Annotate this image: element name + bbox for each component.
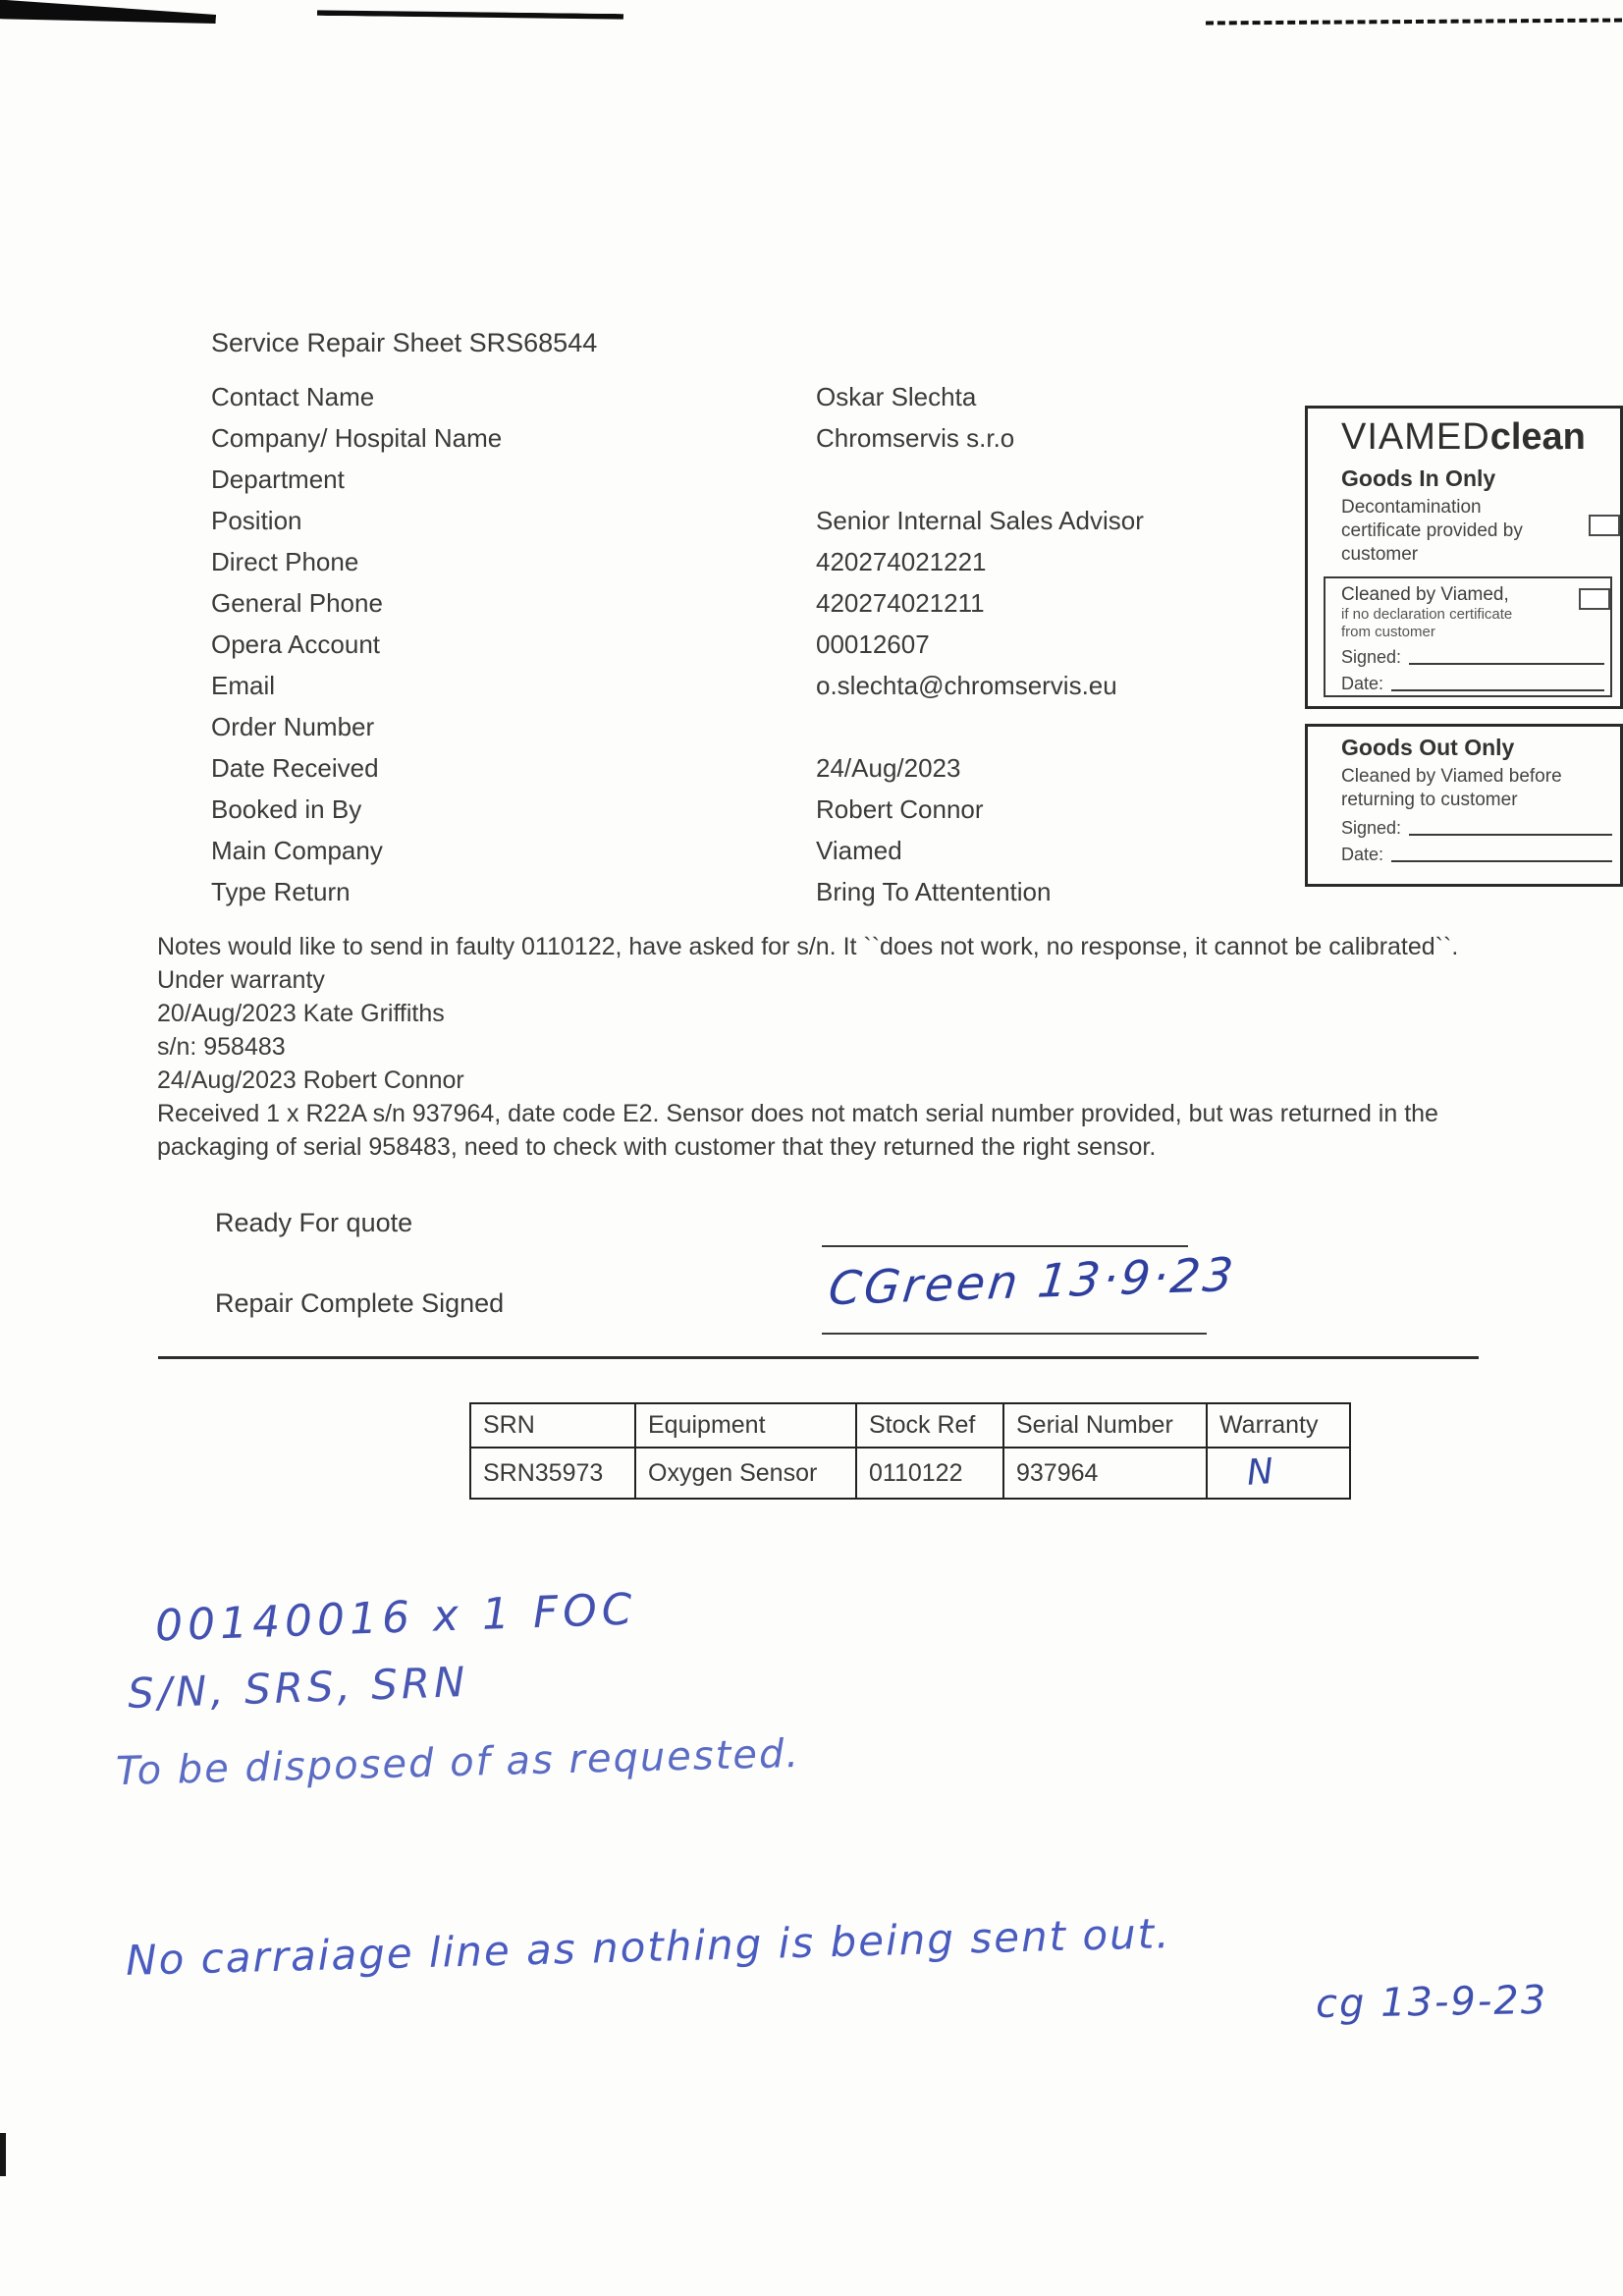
header-warranty: Warranty [1207, 1403, 1350, 1448]
cleaned-by-viamed-checkbox [1579, 588, 1610, 610]
signed-label: Signed: [1341, 646, 1402, 667]
handwritten-initials-date: cg 13-9-23 [1315, 1977, 1548, 2028]
handwritten-signature: CGreen 13·9·23 [826, 1247, 1239, 1317]
goods-out-date-row [1341, 845, 1612, 865]
field-position [211, 500, 1291, 541]
field-value: 420274021211 [816, 587, 985, 618]
field-label: Contact Name [211, 381, 375, 411]
cell-equipment: Oxygen Sensor [635, 1448, 856, 1499]
field-department [211, 459, 1291, 500]
field-label: Direct Phone [211, 546, 359, 576]
clean-brand-text: clean [1489, 416, 1586, 458]
signed-label: Signed: [1341, 818, 1402, 838]
table-row [470, 1448, 1350, 1499]
date-blank-line [1391, 689, 1604, 691]
field-label: Opera Account [211, 629, 380, 659]
field-opera-account [211, 624, 1291, 665]
notes-line: s/n: 958483 [157, 1033, 286, 1061]
header-equipment: Equipment [635, 1403, 856, 1448]
field-value: 24/Aug/2023 [816, 752, 961, 783]
field-value: 00012607 [816, 629, 930, 659]
field-label: Position [211, 505, 302, 535]
srn-table [469, 1402, 1351, 1500]
cell-warranty [1207, 1448, 1350, 1499]
field-booked-in-by [211, 789, 1291, 830]
notes-line: 20/Aug/2023 Kate Griffiths [157, 1000, 445, 1027]
handwritten-warranty-n: N [1245, 1450, 1275, 1494]
field-label: Type Return [211, 876, 351, 906]
viamed-clean-goods-in-box [1305, 406, 1623, 709]
handwritten-disposal-note: To be disposed of as requested. [115, 1730, 801, 1795]
notes-line: Notes would like to send in faulty 0110122, have asked for s/n. It ``does not work, no response, it cannot be calibrated``. [157, 933, 1459, 960]
notes-line: 24/Aug/2023 Robert Connor [157, 1066, 464, 1094]
field-value: o.slechta@chromservis.eu [816, 670, 1117, 700]
field-value: Viamed [816, 835, 902, 865]
handwritten-stock-foc-note: 00140016 x 1 FOC [154, 1584, 638, 1652]
header-serial-number: Serial Number [1003, 1403, 1207, 1448]
field-label: Booked in By [211, 793, 362, 824]
ready-for-quote-label: Ready For quote [215, 1208, 413, 1237]
signed-blank-line [1409, 834, 1612, 836]
date-label: Date: [1341, 673, 1384, 693]
header-stock-ref: Stock Ref [856, 1403, 1003, 1448]
scan-artifact-bottom-left [0, 2133, 6, 2176]
signature-line [822, 1333, 1207, 1335]
scan-artifact-top-line [317, 10, 623, 20]
field-value: Bring To Attentention [816, 876, 1052, 906]
ready-for-quote-blank-line [822, 1245, 1188, 1247]
field-type-return [211, 871, 1291, 912]
goods-out-only-title: Goods Out Only [1341, 735, 1515, 760]
goods-in-date-row [1341, 674, 1604, 694]
field-label: Email [211, 670, 276, 700]
scan-artifact-top-left [0, 0, 216, 28]
viamed-brand-text: VIAMED [1341, 416, 1490, 458]
cell-stock-ref: 0110122 [856, 1448, 1003, 1499]
viamed-clean-goods-out-box [1305, 724, 1623, 887]
goods-in-signed-row [1341, 647, 1604, 668]
cell-srn: SRN35973 [470, 1448, 635, 1499]
date-label: Date: [1341, 845, 1384, 864]
decontamination-text: Decontamination certificate provided by customer [1341, 496, 1523, 565]
notes-line: packaging of serial 958483, need to check with customer that they returned the right sensor. [157, 1133, 1157, 1161]
cleaned-by-viamed-box [1324, 576, 1612, 697]
decontamination-checkbox [1589, 515, 1620, 536]
table-header-row [470, 1403, 1350, 1448]
notes-section [157, 930, 1623, 1164]
notes-line: Received 1 x R22A s/n 937964, date code E2. Sensor does not match serial number provided, but was returned in the [157, 1100, 1438, 1127]
field-value: 420274021221 [816, 546, 987, 576]
goods-out-cleaned-text: Cleaned by Viamed before returning to customer [1341, 766, 1562, 810]
scan-artifact-top-right-dashed [1206, 19, 1622, 26]
field-main-company [211, 830, 1291, 871]
date-blank-line [1391, 860, 1612, 862]
field-email [211, 665, 1291, 706]
field-general-phone [211, 582, 1291, 624]
no-declaration-text: if no declaration certificate from customer [1341, 605, 1513, 640]
goods-out-signed-row [1341, 818, 1612, 839]
header-srn: SRN [470, 1403, 635, 1448]
field-label: Main Company [211, 835, 383, 865]
field-label: Company/ Hospital Name [211, 422, 503, 453]
field-value: Chromservis s.r.o [816, 422, 1015, 453]
field-value: Senior Internal Sales Advisor [816, 505, 1144, 535]
signed-blank-line [1409, 663, 1604, 665]
field-direct-phone [211, 541, 1291, 582]
field-company-hospital-name [211, 417, 1291, 459]
field-value: Oskar Slechta [816, 381, 977, 411]
field-label: Order Number [211, 711, 375, 741]
field-label: Date Received [211, 752, 379, 783]
page-title: Service Repair Sheet SRS68544 [211, 328, 598, 357]
field-label: Department [211, 464, 345, 494]
handwritten-carriage-note: No carraiage line as nothing is being sent out. [125, 1909, 1172, 1985]
cleaned-by-viamed-text: Cleaned by Viamed, [1341, 583, 1509, 605]
repair-complete-signed-label: Repair Complete Signed [215, 1288, 505, 1318]
field-date-received [211, 747, 1291, 789]
viamed-clean-logo [1341, 418, 1612, 458]
form-fields [211, 376, 1291, 912]
field-label: General Phone [211, 587, 383, 618]
goods-in-only-title: Goods In Only [1341, 465, 1496, 491]
cell-serial-number: 937964 [1003, 1448, 1207, 1499]
handwritten-sn-srs-srn-note: S/N, SRS, SRN [127, 1657, 470, 1719]
field-contact-name [211, 376, 1291, 417]
section-divider-rule [158, 1356, 1479, 1359]
field-value: Robert Connor [816, 793, 984, 824]
notes-line: Under warranty [157, 966, 325, 994]
field-order-number [211, 706, 1291, 747]
